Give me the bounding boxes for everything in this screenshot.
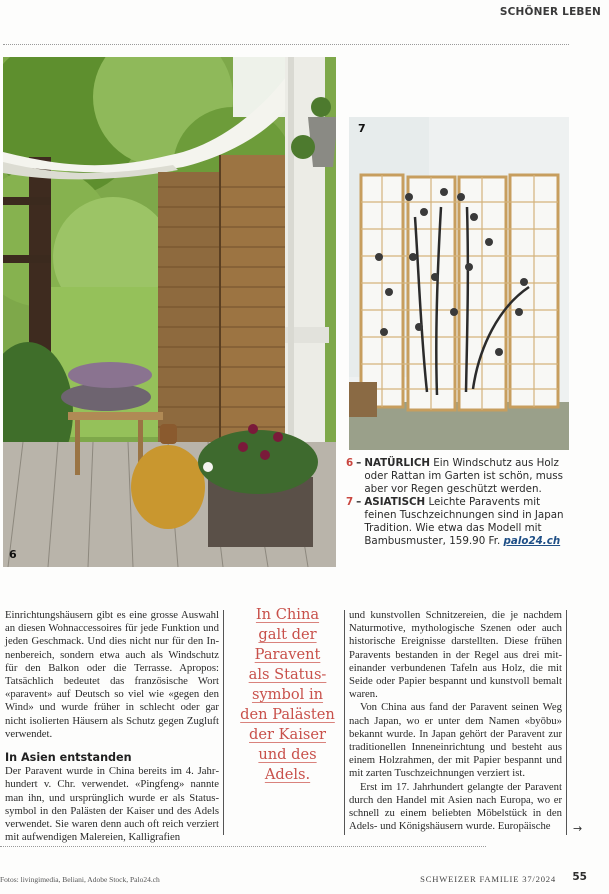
- caption-7: [346, 496, 571, 548]
- caption-number: 7: [346, 496, 354, 508]
- caption-number: 6: [346, 457, 354, 469]
- column-divider: [566, 610, 567, 835]
- photo-6-number: 6: [9, 548, 17, 561]
- column-divider: [344, 610, 345, 835]
- caption-dash: –: [356, 496, 362, 508]
- article-column-1: [5, 609, 219, 844]
- photo-captions: [346, 457, 571, 548]
- pull-quote: In China galt der Paravent als Status- symbol in den Palästen der Kaiser und des Adels.: [240, 606, 335, 783]
- bottom-dotted-rule: [0, 846, 486, 847]
- caption-keyword: ASIATISCH: [364, 496, 426, 508]
- section-label: SCHÖNER LEBEN: [499, 6, 601, 18]
- photo-credits: Fotos: livingimedia, Beliani, Adobe Stock, Palo24.ch: [0, 875, 160, 884]
- magazine-issue: SCHWEIZER FAMILIE 37/2024: [420, 874, 556, 884]
- caption-keyword: NATÜRLICH: [364, 457, 430, 469]
- caption-6: [346, 457, 571, 496]
- page-number: 55: [572, 871, 587, 883]
- continue-arrow-icon: →: [573, 822, 583, 835]
- subheading: In Asien entstanden: [5, 751, 132, 765]
- caption-text: Leichte Paravents mit feinen Tuschzeichnungen sind in Japan Tradition. Wie etwa das Modell mit Bambusmuster, 159.90 Fr.: [364, 496, 564, 547]
- caption-dash: –: [356, 457, 362, 469]
- paragraph: Erst im 17. Jahrhundert gelangte der Paravent durch den Handel mit Asien nach Europa, wo er schnell zu einem beliebten Möbelstück in den Adels- und Königshäusern wurde. Europäische: [349, 780, 562, 833]
- palo24-link[interactable]: palo24.ch: [503, 535, 561, 547]
- paragraph: Von China aus fand der Paravent seinen Weg nach Japan, wo er unter dem Namen «byōbu» bekannt wurde. In Japan gehört der Paravent zur traditionellen Inneneinrichtung und besteht aus einem Holzrahmen, der mit Papier bespannt und mit zarten Tuschzeichnungen verziert ist.: [349, 701, 562, 780]
- photo-7-japanese-screen: [349, 117, 569, 450]
- photo-6-rattan-screen: [3, 57, 336, 567]
- paragraph: Einrichtungshäusern gibt es eine grosse Auswahl an diesen Wohnaccessoires für jede Funktion und jeden Geschmack. Und dies nicht nur für den Innenbereich, sondern etwa auch als Windschutz für den Balkon oder die Terrasse. Apropos: Tatsächlich bedeutet das französische Wort «paravent» auf Deutsch so viel wie «gegen den Wind» und wurde früher in schlecht oder gar nicht isolierten Häusern als Schutz gegen Zugluft verwendet.: [5, 609, 219, 740]
- caption-text: Ein Windschutz aus Holz oder Rattan im Garten ist schön, muss aber vor Regen geschützt werden.: [364, 457, 564, 495]
- photo-7-number: 7: [358, 122, 366, 135]
- top-dotted-rule: [3, 44, 569, 45]
- paragraph: und kunstvollen Schnitzereien, die je nachdem Naturmotive, mythologische Szenen oder auch historische Ereignisse darstellten. Diese frühen Paravents bestanden in der Regel aus drei miteinander verbundenen Tafeln aus Holz, die mit Seide oder Papier bespannt und kunstvoll bemalt waren.: [349, 609, 562, 701]
- paragraph: Der Paravent wurde in China bereits im 4. Jahrhundert v. Chr. verwendet. «Pingfeng» nannte man ihn, und ursprünglich wurde er als Statussymbol in den Palästen der Kaiser und des Adels verwendet. Sie waren denn auch oft reich verziert mit aufwendigen Malereien, Kalligrafien: [5, 765, 219, 844]
- column-divider: [223, 610, 224, 835]
- article-column-3: [349, 609, 562, 833]
